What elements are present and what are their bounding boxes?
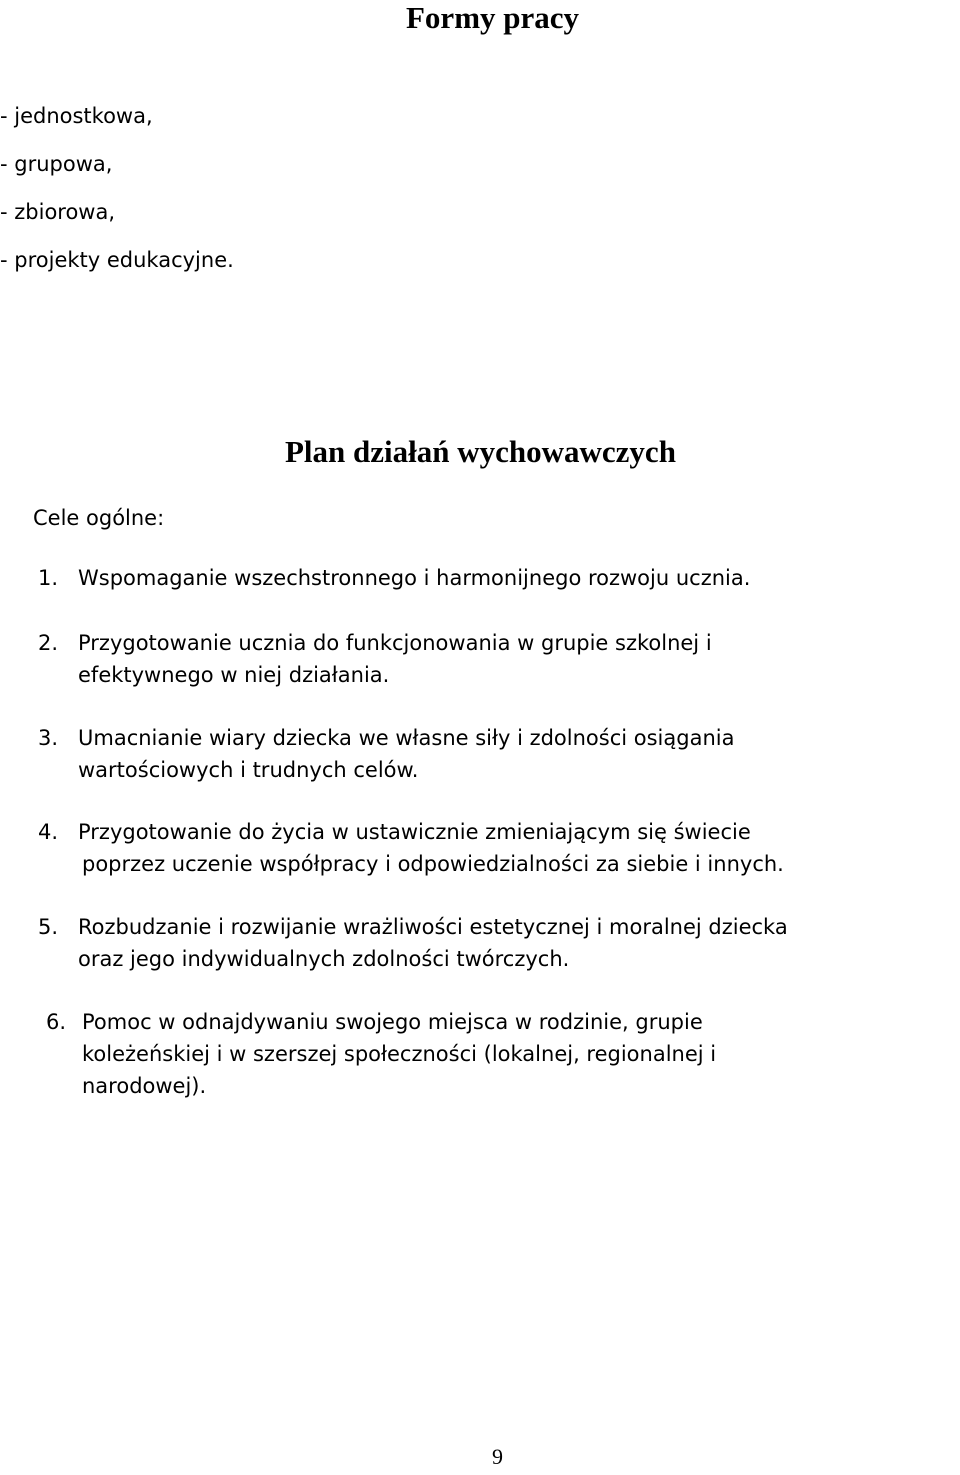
goal-text-line: Umacnianie wiary dziecka we własne siły i zdolności osiągania bbox=[78, 726, 735, 750]
goal-text-line: efektywnego w niej działania. bbox=[78, 663, 390, 687]
goal-number: 1. bbox=[38, 566, 59, 590]
goal-number: 3. bbox=[38, 726, 59, 750]
list-item: - projekty edukacyjne. bbox=[0, 248, 234, 272]
goal-number: 5. bbox=[38, 915, 59, 939]
goal-item-6 bbox=[46, 1006, 717, 1102]
list-item: - zbiorowa, bbox=[0, 200, 116, 224]
goal-item-4 bbox=[38, 816, 784, 880]
goal-number: 4. bbox=[38, 820, 59, 844]
goal-item-2 bbox=[38, 627, 712, 691]
goal-text-line: narodowej). bbox=[82, 1074, 207, 1098]
goal-item-5 bbox=[38, 911, 788, 975]
goal-text-line: koleżeńskiej i w szerszej społeczności (lokalnej, regionalnej i bbox=[82, 1042, 717, 1066]
goal-number: 6. bbox=[46, 1010, 67, 1034]
list-item: - grupowa, bbox=[0, 152, 113, 176]
list-item: - jednostkowa, bbox=[0, 104, 153, 128]
goal-item-1 bbox=[38, 562, 751, 594]
page-number: 9 bbox=[492, 1444, 503, 1469]
goal-text-line: Przygotowanie ucznia do funkcjonowania w grupie szkolnej i bbox=[78, 631, 712, 655]
goal-number: 2. bbox=[38, 631, 59, 655]
goal-text-line: wartościowych i trudnych celów. bbox=[78, 758, 419, 782]
goal-text-line: Rozbudzanie i rozwijanie wrażliwości estetycznej i moralnej dziecka bbox=[78, 915, 788, 939]
forms-list bbox=[0, 92, 234, 284]
goal-text-line: Pomoc w odnajdywaniu swojego miejsca w rodzinie, grupie bbox=[82, 1010, 703, 1034]
goal-text-line: Przygotowanie do życia w ustawicznie zmieniającym się świecie bbox=[78, 820, 751, 844]
goal-text-line: oraz jego indywidualnych zdolności twórczych. bbox=[78, 947, 570, 971]
goal-text-line: Wspomaganie wszechstronnego i harmonijnego rozwoju ucznia. bbox=[78, 566, 751, 590]
goals-label: Cele ogólne: bbox=[33, 506, 165, 530]
goal-text-line: poprzez uczenie współpracy i odpowiedzialności za siebie i innych. bbox=[82, 852, 784, 876]
goal-item-3 bbox=[38, 722, 735, 786]
forms-title: Formy pracy bbox=[406, 0, 580, 35]
plan-title: Plan działań wychowawczych bbox=[285, 434, 676, 469]
